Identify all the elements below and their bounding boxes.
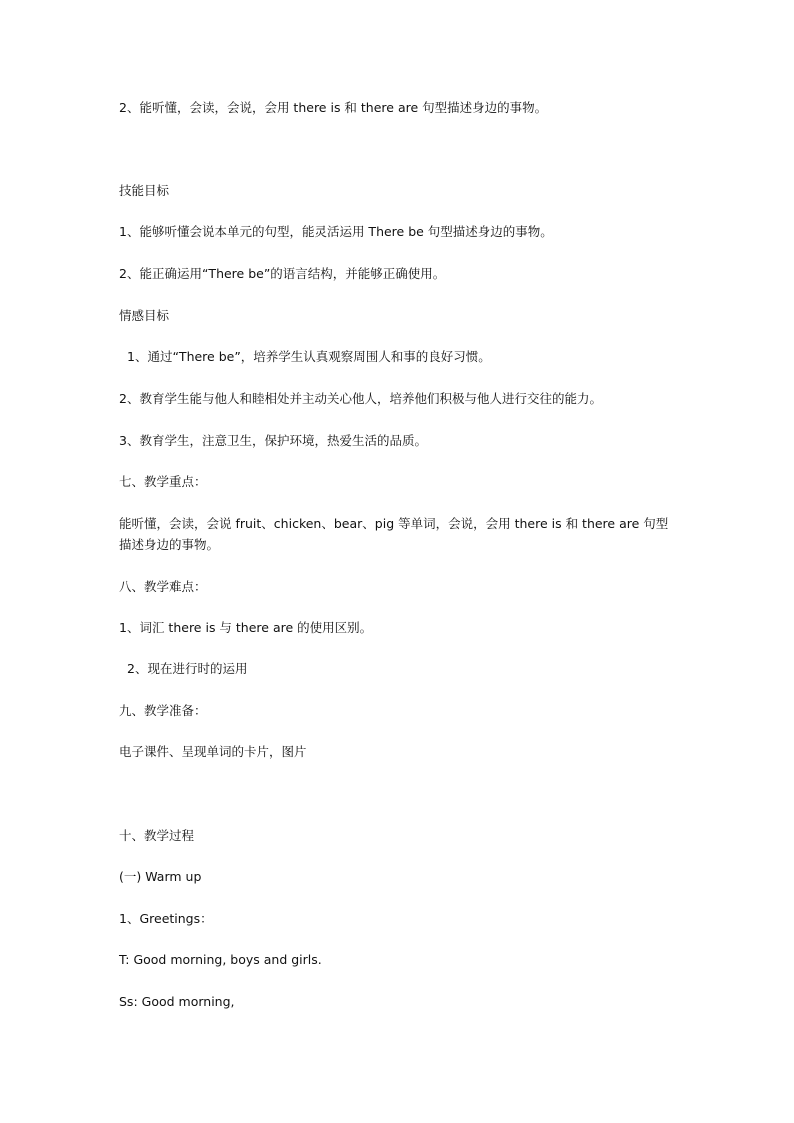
heading-key-points: 七、教学重点： bbox=[119, 474, 207, 489]
emotional-goal-2: 2、教育学生能与他人和睦相处并主动关心他人，培养他们积极与他人进行交往的能力。 bbox=[119, 391, 602, 406]
emotional-goal-1: 1、通过“There be”，培养学生认真观察周围人和事的良好习惯。 bbox=[127, 349, 491, 364]
heading-skill-goals: 技能目标 bbox=[119, 183, 170, 198]
preparation-text: 电子课件、呈现单词的卡片，图片 bbox=[119, 744, 307, 759]
warm-up-heading: (一) Warm up bbox=[119, 869, 202, 884]
students-line: Ss: Good morning, bbox=[119, 994, 235, 1009]
emotional-goal-3: 3、教育学生，注意卫生，保护环境，热爱生活的品质。 bbox=[119, 433, 427, 448]
difficult-point-1: 1、词汇 there is 与 there are 的使用区别。 bbox=[119, 620, 373, 635]
heading-difficult-points: 八、教学难点： bbox=[119, 579, 207, 594]
heading-preparation: 九、教学准备： bbox=[119, 703, 207, 718]
teacher-line: T: Good morning, boys and girls. bbox=[119, 952, 322, 967]
objective-line-2: 2、能听懂，会读，会说，会用 there is 和 there are 句型描述身边的事物。 bbox=[119, 100, 548, 115]
key-points-text: 能听懂，会读，会说 fruit、chicken、bear、pig 等单词，会说，会用 there is 和 there are 句型描述身边的事物。 bbox=[119, 516, 669, 552]
difficult-point-2: 2、现在进行时的运用 bbox=[127, 661, 248, 676]
greetings-line: 1、Greetings： bbox=[119, 911, 213, 926]
skill-goal-2: 2、能正确运用“There be”的语言结构，并能够正确使用。 bbox=[119, 266, 446, 281]
heading-emotional-goals: 情感目标 bbox=[119, 308, 170, 323]
heading-teaching-process: 十、教学过程 bbox=[119, 828, 195, 843]
skill-goal-1: 1、能够听懂会说本单元的句型，能灵活运用 There be 句型描述身边的事物。 bbox=[119, 224, 553, 239]
